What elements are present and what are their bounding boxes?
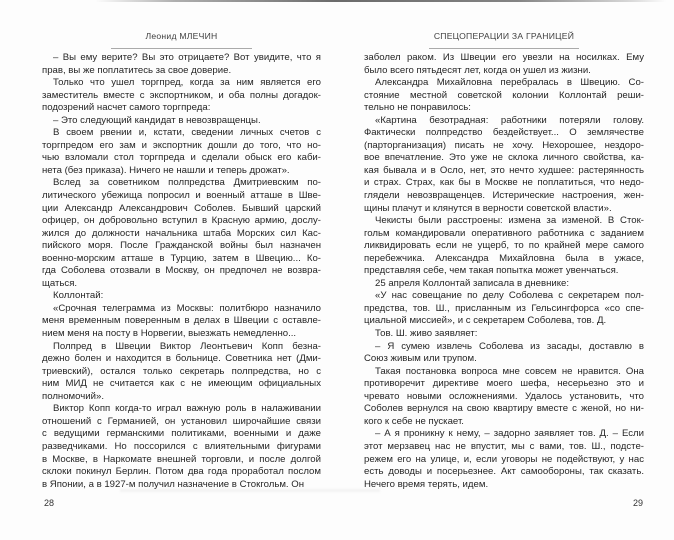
text-line: полномочий». [42,390,104,402]
text-line: кая бывала и в Осло, нет, это нечто худшее: растерянность [364,164,644,176]
text-line: триевский), остался только секретарь полпредства, но с [42,365,321,377]
text-line: (парторганизация) писать не хочу. Нехорошее, нездоро- [364,139,644,151]
paragraph [42,303,321,341]
header-rule-right [429,48,579,49]
paragraph [364,428,644,491]
text-line: Такая постановка вопроса мне совсем не нравится. Она [375,365,644,377]
text-line: Только что ушел торгпред, когда за ним является его [53,77,321,89]
page-body-right [364,52,644,491]
text-line: заместитель вместе с экспортником, и оба полны догадок- [42,89,321,101]
text-line: «Срочная телеграмма из Москвы: политбюро назначило [53,302,321,314]
text-line: жился до должности начальника штаба Морских сил Кас- [42,227,321,239]
text-line: гда Соболева отозвали в Москву, он предпочел не возвра- [42,265,321,277]
text-line: Полпред в Швеции Виктор Леонтьевич Копп безна- [53,340,321,352]
text-line: – Вы ему верите? Вы это отрицаете? Вот увидите, что я [53,52,321,63]
text-line: заболел раком. Из Швеции его увезли на носилках. Ему [364,52,644,63]
page-number-left: 28 [44,498,55,508]
text-line: вое впечатление. Это уже не склока личного свойства, ка- [364,152,644,164]
text-line: Союз живым или трупом. [364,353,477,365]
text-line: чревато новыми осложнениями. Удалось установить, что [364,390,644,402]
text-line: и страх. Страх, как бы в Москве не поплатиться, что недо- [364,177,644,189]
text-line: пийского моря. После Гражданской войны был назначен [42,240,321,252]
text-line: военно-морским атташе в Турцию, затем в Швецию... Ко- [42,252,321,264]
text-line: Нечего время терять, идем. [364,478,489,490]
text-line: есть доводы и посерьезнее. Акт самообороны, так сказать. [364,466,644,478]
text-line: – А я проникну к нему, – задорно заявляет тов. Д. – Если [375,428,644,440]
text-line: было всего пятьдесят лет, когда он ушел из жизни. [364,64,591,76]
paragraph [42,77,321,115]
text-line: прав, вы же поплатитесь за свое доверие. [42,64,232,76]
paragraph [42,115,321,128]
text-line: ним МИД не считается как с не имеющим официальных [42,378,321,390]
text-line: отношений с Германией, он установил широчайшие связи [42,415,321,427]
text-line: чью взломали стол торгпреда и сделали обыск его каби- [42,152,321,164]
text-line: нета (без приказа). Ничего не нашли и теперь дрожат». [42,164,290,176]
paragraph [364,278,644,291]
text-line: представляя себе, чем такая попытка может увенчаться. [364,265,619,277]
paragraph [42,290,321,303]
running-header-right [364,26,644,49]
text-line: нием меня на посту в Норвегии, выезжать немедленно... [42,328,297,340]
text-line: предства, тов. Ш., присланным из Гельсингфорса «со спе- [364,302,644,314]
paragraph [42,52,321,77]
text-line: меня временным поверенным в делах в Швеции с оставле- [42,315,321,327]
text-line: торгпредом его зам и экспортник дошли до того, что но- [42,139,321,151]
paragraph [42,403,321,491]
paragraph [364,52,644,77]
text-line: «Картина безотрадная: работники потеряли голову. [375,114,644,126]
paragraph [42,127,321,177]
text-line: подозрений насчет самого торгпреда: [42,102,211,114]
text-line: с ведущими германскими политиками, военными и даже [42,428,321,440]
paragraph [42,177,321,290]
header-rule-left [111,48,252,49]
text-line: Чекисты были расстроены: измена за изменой. В Сток- [375,215,644,227]
text-line: разведчиками. Но поссорился с влиятельными фигурами [42,440,321,452]
running-header-left [42,26,321,49]
text-line: Соболев вернулся на свою квартиру вместе с женой, но ни- [364,403,644,415]
paragraph [364,366,644,429]
text-line: В своем рвении и, кстати, сведении личных счетов с [53,127,321,139]
page-left [42,0,321,540]
text-line: ликвидировать если не ущерб, то по крайней мере самого [364,240,644,252]
page-number-right: 29 [632,498,643,508]
text-line: Александра Михайловна перебралась в Швецию. Со- [375,77,644,89]
paragraph [364,328,644,341]
text-line: Тов. Ш. живо заявляет: [375,328,478,340]
text-line: перебежчика. Александра Михайловна была в ужасе, [364,252,644,264]
text-line: этот мерзавец нас не впустит, мы с вами, тов. Ш., подсте- [364,440,644,452]
page-body-left [42,52,321,491]
text-line: циальной миссией», и с секретарем Соболева, тов. Д. [364,315,607,327]
paragraph [42,341,321,404]
text-line: «У нас совещание по делу Соболева с секретарем пол- [375,290,644,302]
text-line: противоречит директиве моего шефа, несерьезно это и [364,378,644,390]
text-line: тельно не понравилось: [364,102,471,114]
text-line: Виктор Копп когда-то играл важную роль в налаживании [53,403,321,415]
text-line: – Это следующий кандидат в невозвращенцы. [53,114,261,126]
text-line: в Японии, а в 1927-м получил назначение в Стокгольм. Он [42,478,305,490]
text-line: – Я сумею извлечь Соболева из засады, доставлю в [375,340,644,352]
text-line: в Москве, в Наркомате внешней торговли, и после долгой [42,453,321,465]
text-line: Фактически полпредство бездействует... О землячестве [364,127,644,139]
running-header-title: СПЕЦОПЕРАЦИИ ЗА ГРАНИЦЕЙ [433,31,575,41]
paragraph [364,77,644,115]
text-line: Вслед за советником полпредства Дмитриевским по- [53,177,321,189]
text-line: склоки покинул Берлин. Потом два года проработал послом [42,466,321,478]
running-header-author: Леонид МЛЕЧИН [145,31,218,41]
text-line: стояние местной советской колонии Коллонтай реши- [364,89,644,101]
text-line: литического убежища попросил и военный атташе в Шве- [42,190,321,202]
paragraph [364,341,644,366]
text-line: ции Александр Александрович Соболев. Бывший царский [42,202,321,214]
page-right [364,0,644,540]
text-line: дежно болен и находится в больнице. Советника нет (Дми- [42,353,321,365]
text-line: офицер, он добровольно вступил в Красную армию, дослу- [42,215,321,227]
text-line: Коллонтай: [53,290,104,302]
text-line: режем его на улице, и, если уговоры не подействуют, у нас [364,453,644,465]
text-line: щаться. [42,277,78,289]
text-line: глядели невозвращенцев. Истерические настроения, жен- [364,190,644,202]
text-line: 25 апреля Коллонтай записала в дневнике: [375,277,570,289]
text-line: кого к себе не пускает. [364,415,464,427]
paragraph [364,115,644,215]
paragraph [364,215,644,278]
paragraph [364,290,644,328]
text-line: щины плачут и клянутся в верности советской власти». [364,202,612,214]
text-line: гольм командировали оперативного работника с заданием [364,227,644,239]
